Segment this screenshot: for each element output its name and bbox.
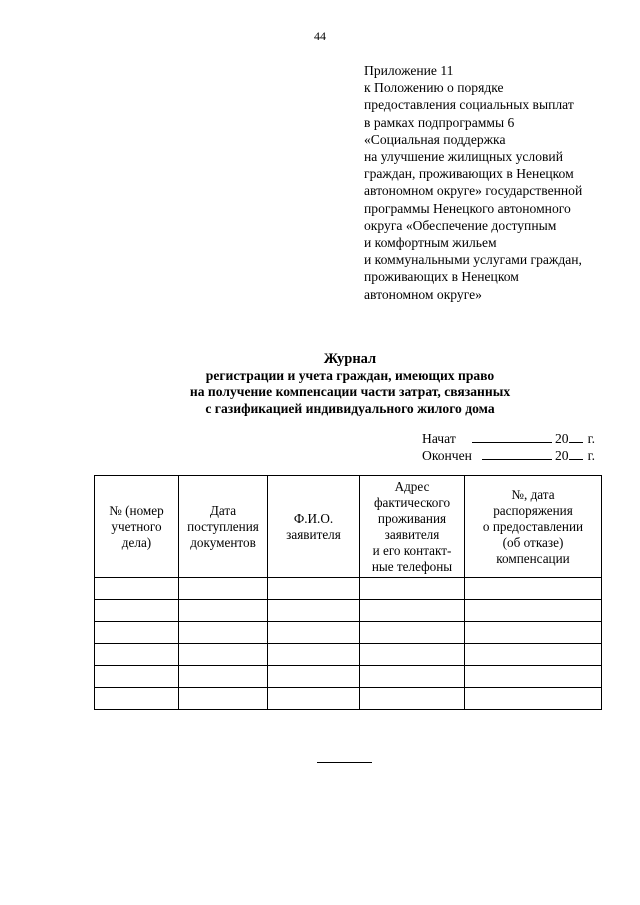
table-cell[interactable] (179, 600, 268, 622)
ended-date-blank (482, 447, 552, 460)
table-header-row (95, 476, 602, 578)
header-line: проживания (377, 510, 447, 526)
appendix-line: в рамках подпрограммы 6 (364, 114, 515, 130)
appendix-line: и комфортным жильем (364, 235, 497, 251)
table-cell[interactable] (179, 622, 268, 644)
appendix-line: автономном округе» государственной (364, 183, 583, 199)
journal-subtitle-line: с газификацией индивидуального жилого дома (205, 400, 495, 416)
header-line: дела) (121, 534, 152, 550)
appendix-line: и коммунальными услугами граждан, (364, 252, 582, 268)
table-cell[interactable] (95, 578, 179, 600)
page-number: 44 (314, 29, 326, 43)
header-line: ные телефоны (371, 558, 453, 574)
table-row (95, 622, 602, 644)
ended-label: Окончен (422, 448, 472, 463)
table-cell[interactable] (268, 644, 360, 666)
started-date-blank (472, 430, 552, 443)
footer-rule (317, 762, 372, 763)
appendix-line: автономном округе» (364, 286, 482, 302)
started-year-suffix: г. (587, 431, 596, 446)
started-year-blank (569, 430, 583, 443)
table-cell[interactable] (268, 688, 360, 710)
table-cell[interactable] (179, 688, 268, 710)
table-cell[interactable] (268, 600, 360, 622)
header-line: Дата (209, 502, 237, 518)
table-row (95, 688, 602, 710)
table-cell[interactable] (95, 688, 179, 710)
appendix-line: Приложение 11 (364, 63, 454, 78)
appendix-line: проживающих в Ненецком (364, 269, 519, 285)
table-cell[interactable] (360, 666, 465, 688)
appendix-line: предоставления социальных выплат (364, 97, 574, 113)
column-header-order-decision (465, 476, 602, 578)
journal-subtitle-line: регистрации и учета граждан, имеющих право (205, 367, 495, 383)
header-line: документов (190, 534, 256, 550)
table-cell[interactable] (465, 578, 602, 600)
table-cell[interactable] (95, 644, 179, 666)
header-line: распоряжения (493, 502, 573, 518)
table-cell[interactable] (95, 600, 179, 622)
started-year-prefix: 20 (555, 431, 569, 446)
table-cell[interactable] (268, 666, 360, 688)
registration-table (94, 475, 602, 710)
column-header-applicant-name (268, 476, 360, 578)
appendix-reference-block (364, 62, 634, 303)
table-cell[interactable] (179, 666, 268, 688)
table-body (95, 578, 602, 710)
header-line: заявителя (384, 526, 440, 542)
appendix-line: округа «Обеспечение доступным (364, 217, 557, 233)
header-line: учетного (111, 518, 162, 534)
started-date-row (422, 430, 595, 447)
table-cell[interactable] (179, 644, 268, 666)
table-cell[interactable] (465, 688, 602, 710)
started-label: Начат (422, 431, 456, 446)
table-cell[interactable] (268, 622, 360, 644)
journal-heading: Журнал (323, 351, 377, 367)
header-line: компенсации (496, 550, 570, 566)
table-cell[interactable] (95, 622, 179, 644)
table-cell[interactable] (465, 622, 602, 644)
ended-date-row (422, 447, 595, 464)
header-line: Адрес (394, 478, 430, 494)
table-cell[interactable] (360, 688, 465, 710)
column-header-case-number (95, 476, 179, 578)
appendix-line: граждан, проживающих в Ненецком (364, 166, 574, 182)
header-line: о предоставлении (482, 518, 584, 534)
table-cell[interactable] (360, 644, 465, 666)
table-cell[interactable] (95, 666, 179, 688)
header-line: №, дата (511, 486, 555, 502)
header-line: Ф.И.О. (293, 510, 334, 526)
table-row (95, 666, 602, 688)
appendix-line: «Социальная поддержка (364, 131, 506, 147)
journal-dates (422, 430, 595, 464)
header-line: заявителя (286, 526, 341, 542)
table-row (95, 578, 602, 600)
column-header-receipt-date (179, 476, 268, 578)
ended-year-blank (569, 447, 583, 460)
table-cell[interactable] (268, 578, 360, 600)
appendix-line: программы Ненецкого автономного (364, 200, 571, 216)
journal-subtitle-line: на получение компенсации части затрат, связанных (189, 384, 511, 400)
appendix-line: на улучшение жилищных условий (364, 149, 563, 165)
header-line: фактического (373, 494, 451, 510)
table-row (95, 600, 602, 622)
table-cell[interactable] (360, 578, 465, 600)
table-cell[interactable] (179, 578, 268, 600)
ended-year-prefix: 20 (555, 448, 569, 463)
header-line: поступления (187, 518, 259, 534)
table-cell[interactable] (360, 600, 465, 622)
journal-title-block (0, 351, 640, 417)
table-cell[interactable] (465, 644, 602, 666)
header-line: (об отказе) (502, 534, 564, 550)
table-cell[interactable] (360, 622, 465, 644)
appendix-line: к Положению о порядке (364, 80, 504, 96)
table-cell[interactable] (465, 600, 602, 622)
table-row (95, 644, 602, 666)
header-line: № (номер (109, 502, 164, 518)
column-header-address-phone (360, 476, 465, 578)
ended-year-suffix: г. (587, 448, 596, 463)
header-line: и его контакт- (372, 542, 452, 558)
table-cell[interactable] (465, 666, 602, 688)
